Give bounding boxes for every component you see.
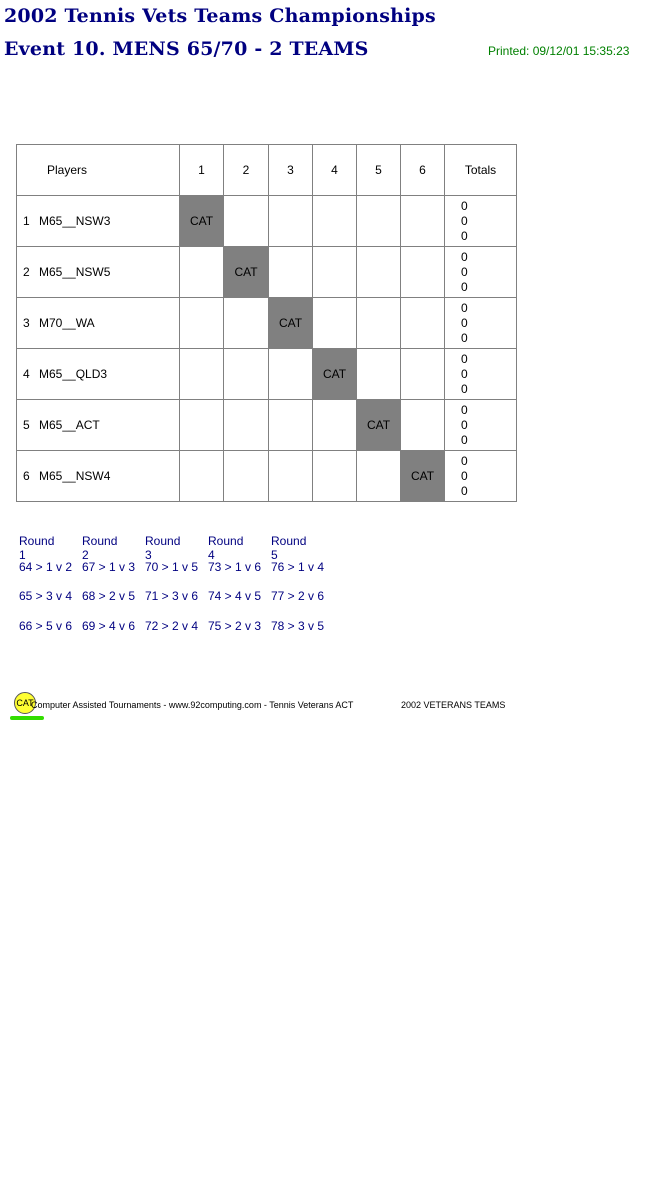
cat-cell: CAT [224,247,269,298]
player-name: M65__ACT [39,418,100,432]
total-value: 0 [461,315,468,330]
score-cell [357,451,401,502]
totals-cell [445,247,517,298]
player-row [17,400,517,451]
total-value: 0 [461,453,468,468]
score-cell [224,451,269,502]
players-header: Players [17,145,180,196]
score-cell [269,196,313,247]
column-header: 6 [401,145,445,196]
player-number: 4 [23,367,30,381]
match-entry: 78 > 3 v 5 [271,619,325,633]
score-cell [180,349,224,400]
results-grid [16,144,517,502]
score-cell [180,451,224,502]
totals-cell [445,196,517,247]
player-row [17,298,517,349]
match-entry: 69 > 4 v 6 [82,619,136,633]
score-cell [313,298,357,349]
printed-timestamp: Printed: 09/12/01 15:35:23 [488,44,630,58]
total-value: 0 [461,432,468,447]
player-name: M65__NSW3 [39,214,111,228]
column-header: 1 [180,145,224,196]
match-entry: 68 > 2 v 5 [82,589,136,603]
total-value: 0 [461,417,468,432]
score-cell [313,196,357,247]
match-entry: 64 > 1 v 2 [19,560,73,574]
total-value: 0 [461,381,468,396]
player-name-cell [17,298,180,349]
score-cell [401,298,445,349]
match-entry: 76 > 1 v 4 [271,560,325,574]
total-value: 0 [461,249,468,264]
total-value: 0 [461,351,468,366]
total-value: 0 [461,402,468,417]
match-entry: 70 > 1 v 5 [145,560,199,574]
player-number: 1 [23,214,30,228]
score-cell [224,349,269,400]
cat-cell: CAT [180,196,224,247]
cat-cell: CAT [401,451,445,502]
score-cell [357,196,401,247]
round-label: Round 3 [145,534,181,562]
match-entry: 75 > 2 v 3 [208,619,262,633]
match-entry: 66 > 5 v 6 [19,619,73,633]
score-cell [269,349,313,400]
match-entry: 77 > 2 v 6 [271,589,325,603]
footer-right-text: 2002 VETERANS TEAMS [401,700,506,710]
column-header: 3 [269,145,313,196]
round-label: Round 4 [208,534,244,562]
score-cell [313,400,357,451]
footer-text: Computer Assisted Tournaments - www.92computing.com - Tennis Veterans ACT [31,700,354,710]
score-cell [357,247,401,298]
score-cell [224,196,269,247]
score-cell [180,298,224,349]
player-name: M65__QLD3 [39,367,108,381]
cat-cell: CAT [313,349,357,400]
player-row [17,349,517,400]
score-cell [224,400,269,451]
column-header: 2 [224,145,269,196]
match-entry: 67 > 1 v 3 [82,560,136,574]
score-cell [313,451,357,502]
grid-header-row [17,145,517,196]
score-cell [401,247,445,298]
total-value: 0 [461,366,468,381]
match-entry: 73 > 1 v 6 [208,560,262,574]
match-entry: 72 > 2 v 4 [145,619,199,633]
totals-cell [445,349,517,400]
player-name: M65__NSW4 [39,469,111,483]
round-label: Round 1 [19,534,55,562]
player-number: 2 [23,265,30,279]
column-header: 5 [357,145,401,196]
match-entry: 71 > 3 v 6 [145,589,199,603]
total-value: 0 [461,300,468,315]
player-name-cell [17,400,180,451]
totals-header: Totals [445,145,517,196]
match-entry: 65 > 3 v 4 [19,589,73,603]
totals-cell [445,298,517,349]
player-name: M70__WA [39,316,95,330]
total-value: 0 [461,264,468,279]
event-title: Event 10. MENS 65/70 - 2 TEAMS [4,38,369,60]
total-value: 0 [461,228,468,243]
player-name-cell [17,451,180,502]
player-row [17,247,517,298]
score-cell [269,451,313,502]
total-value: 0 [461,330,468,345]
player-row [17,451,517,502]
column-header: 4 [313,145,357,196]
round-label: Round 2 [82,534,118,562]
total-value: 0 [461,468,468,483]
total-value: 0 [461,483,468,498]
player-name-cell [17,349,180,400]
player-row [17,196,517,247]
score-cell [401,400,445,451]
match-entry: 74 > 4 v 5 [208,589,262,603]
score-cell [357,349,401,400]
player-number: 5 [23,418,30,432]
player-number: 3 [23,316,30,330]
cat-cell: CAT [357,400,401,451]
score-cell [401,196,445,247]
player-number: 6 [23,469,30,483]
total-value: 0 [461,279,468,294]
score-cell [269,400,313,451]
page-title: 2002 Tennis Vets Teams Championships [4,5,436,27]
score-cell [313,247,357,298]
total-value: 0 [461,198,468,213]
score-cell [357,298,401,349]
cat-logo-underline [10,716,44,720]
cat-cell: CAT [269,298,313,349]
cat-logo-circle: CAT [14,692,36,714]
totals-cell [445,400,517,451]
totals-cell [445,451,517,502]
score-cell [180,400,224,451]
player-name-cell [17,247,180,298]
player-name-cell [17,196,180,247]
score-cell [401,349,445,400]
score-cell [269,247,313,298]
total-value: 0 [461,213,468,228]
score-cell [180,247,224,298]
round-label: Round 5 [271,534,307,562]
player-name: M65__NSW5 [39,265,111,279]
score-cell [224,298,269,349]
